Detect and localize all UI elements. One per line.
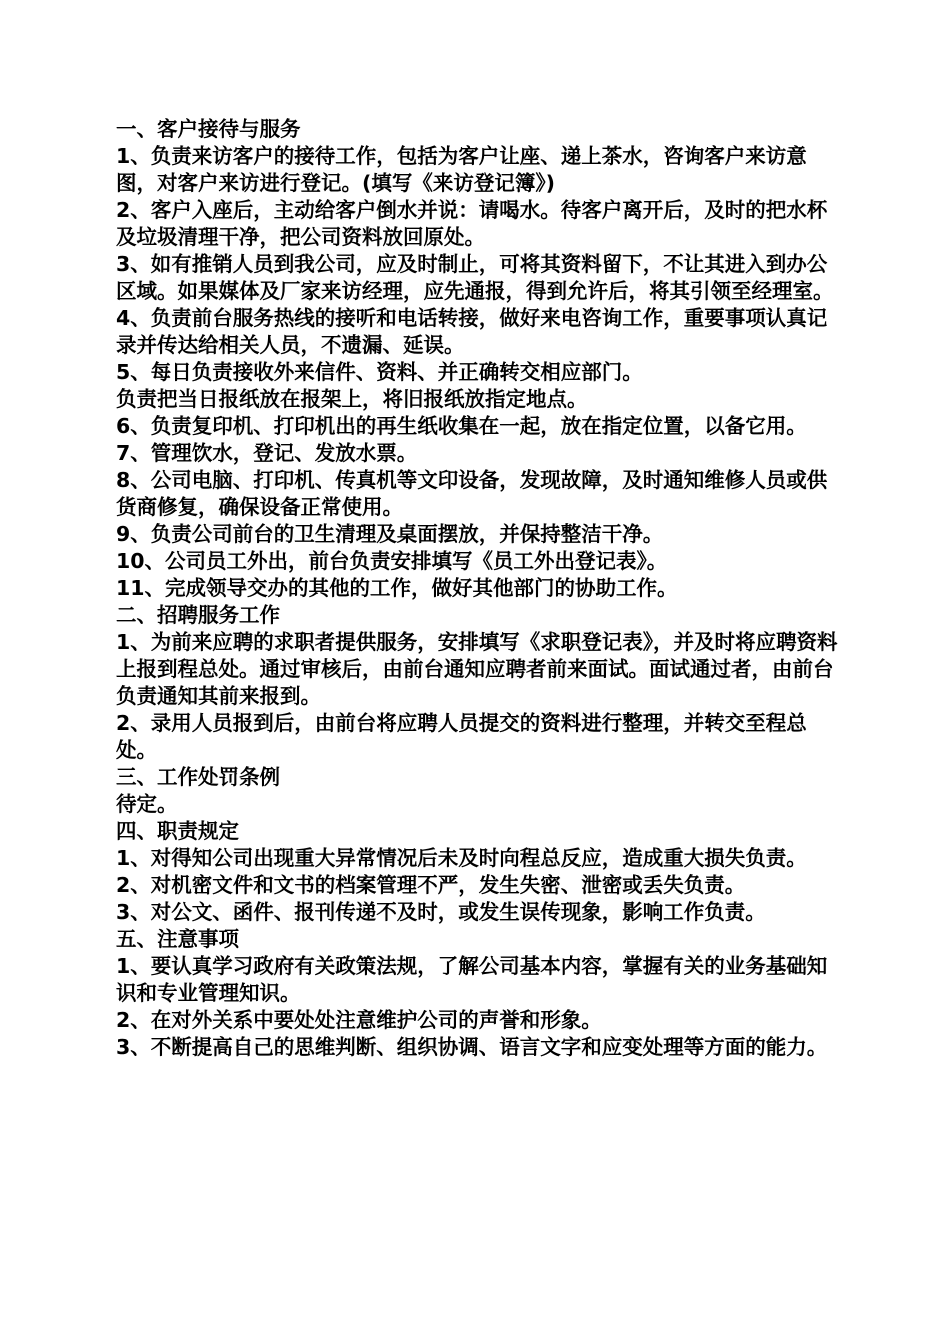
paragraph: 8、公司电脑、打印机、传真机等文印设备，发现故障，及时通知维修人员或供货商修复，确保设备正常使用。: [116, 468, 828, 519]
section-heading-reception: 一、客户接待与服务: [116, 117, 301, 141]
paragraph: 2、录用人员报到后，由前台将应聘人员提交的资料进行整理，并转交至程总处。: [116, 711, 807, 762]
paragraph: 3、对公文、函件、报刊传递不及时，或发生误传现象，影响工作负责。: [116, 900, 766, 924]
paragraph: 3、如有推销人员到我公司，应及时制止，可将其资料留下，不让其进入到办公区域。如果媒体及厂家来访经理，应先通报，得到允许后，将其引领至经理室。: [116, 252, 834, 303]
paragraph: 待定。: [116, 792, 178, 816]
section-heading-recruitment: 二、招聘服务工作: [116, 603, 280, 627]
paragraph: 5、每日负责接收外来信件、资料、并正确转交相应部门。: [116, 360, 643, 384]
paragraph: 11、完成领导交办的其他的工作，做好其他部门的协助工作。: [116, 576, 678, 600]
section-heading-responsibilities: 四、职责规定: [116, 819, 239, 843]
paragraph: 7、管理饮水，登记、发放水票。: [116, 441, 418, 465]
paragraph: 2、客户入座后，主动给客户倒水并说：请喝水。待客户离开后，及时的把水杯及垃圾清理干净，把公司资料放回原处。: [116, 198, 828, 249]
paragraph: 1、负责来访客户的接待工作，包括为客户让座、递上茶水，咨询客户来访意图，对客户来访进行登记。(填写《来访登记簿》): [116, 144, 807, 195]
paragraph: 4、负责前台服务热线的接听和电话转接，做好来电咨询工作，重要事项认真记录并传达给相关人员，不遗漏、延误。: [116, 306, 828, 357]
paragraph: 3、不断提高自己的思维判断、组织协调、语言文字和应变处理等方面的能力。: [116, 1035, 828, 1059]
paragraph: 2、对机密文件和文书的档案管理不严，发生失密、泄密或丢失负责。: [116, 873, 746, 897]
paragraph: 2、在对外关系中要处处注意维护公司的声誉和形象。: [116, 1008, 602, 1032]
section-heading-notes: 五、注意事项: [116, 927, 239, 951]
paragraph: 1、要认真学习政府有关政策法规，了解公司基本内容，掌握有关的业务基础知识和专业管理知识。: [116, 954, 828, 1005]
paragraph: 9、负责公司前台的卫生清理及桌面摆放，并保持整洁干净。: [116, 522, 664, 546]
paragraph: 6、负责复印机、打印机出的再生纸收集在一起，放在指定位置，以备它用。: [116, 414, 807, 438]
paragraph: 1、为前来应聘的求职者提供服务，安排填写《求职登记表》，并及时将应聘资料上报到程总处。通过审核后，由前台通知应聘者前来面试。面试通过者，由前台负责通知其前来报到。: [116, 630, 838, 708]
document-page: [116, 116, 846, 1061]
paragraph: 10、公司员工外出，前台负责安排填写《员工外出登记表》。: [116, 549, 668, 573]
paragraph: 负责把当日报纸放在报架上，将旧报纸放指定地点。: [116, 387, 588, 411]
section-heading-penalties: 三、工作处罚条例: [116, 765, 280, 789]
paragraph: 1、对得知公司出现重大异常情况后未及时向程总反应，造成重大损失负责。: [116, 846, 807, 870]
